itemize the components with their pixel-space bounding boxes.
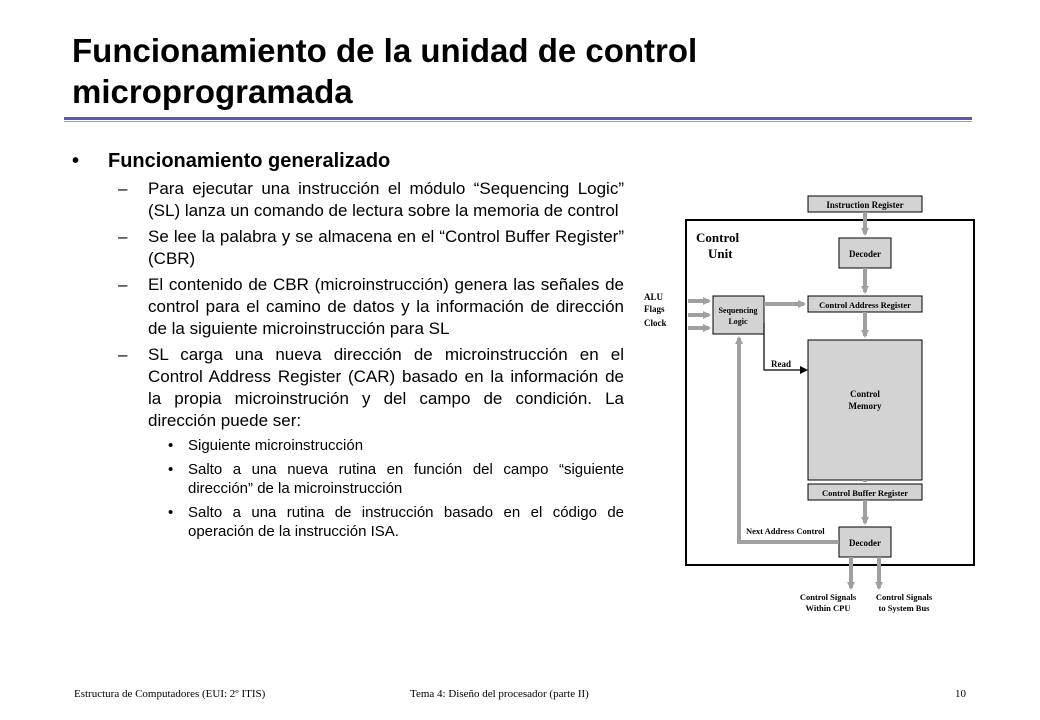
read-label: Read bbox=[771, 359, 791, 369]
bullet-subitem-text: Salto a una rutina de instrucción basado en el código de operación de la instrucción ISA. bbox=[188, 504, 624, 540]
next-address-control-label: Next Address Control bbox=[746, 526, 825, 536]
control-unit-label: Unit bbox=[708, 246, 733, 261]
output-bus-label: Control Signals bbox=[875, 592, 933, 602]
bullet-list bbox=[72, 148, 624, 546]
bullet-item-text: Se lee la palabra y se almacena en el “Control Buffer Register” (CBR) bbox=[148, 227, 624, 268]
input-clock-label: Clock bbox=[644, 318, 667, 328]
input-flags-label: Flags bbox=[644, 304, 665, 314]
output-bus-label: to System Bus bbox=[878, 603, 930, 613]
bullet-item bbox=[72, 226, 624, 270]
bullet-item-text: SL carga una nueva dirección de microinstrucción en el Control Address Register (CAR) basado en la información de la propia microinstrución y del campo de condición. La dirección puede ser: bbox=[148, 345, 624, 430]
bullet-item bbox=[72, 344, 624, 432]
bullet-main bbox=[72, 148, 624, 174]
control-unit-label: Control bbox=[696, 230, 740, 245]
control-memory-label: Memory bbox=[848, 401, 882, 411]
sequencing-logic-label: Logic bbox=[728, 317, 748, 326]
control-unit-diagram bbox=[638, 190, 978, 630]
bullet-item-text: El contenido de CBR (microinstrucción) genera las señales de control para el camino de datos y la información de dirección de la siguiente microinstrucción para SL bbox=[148, 275, 624, 338]
bullet-subitem-text: Siguiente microinstrucción bbox=[188, 437, 364, 454]
footer-page-number: 10 bbox=[955, 688, 966, 700]
bullet-dash: – bbox=[118, 275, 128, 294]
output-cpu-label: Within CPU bbox=[805, 603, 851, 613]
bullet-subitem bbox=[72, 460, 624, 498]
bullet-item bbox=[72, 178, 624, 222]
bullet-dash: – bbox=[118, 179, 128, 198]
bullet-dot: • bbox=[72, 150, 80, 172]
bullet-item-text: Para ejecutar una instrucción el módulo “Sequencing Logic” (SL) lanza un comando de lectura sobre la memoria de control bbox=[148, 179, 624, 220]
bullet-item bbox=[72, 274, 624, 340]
bullet-dash: – bbox=[118, 345, 128, 364]
bullet-dash: – bbox=[118, 227, 128, 246]
decoder-bottom-label: Decoder bbox=[849, 538, 881, 548]
bullet-dot: • bbox=[168, 437, 174, 454]
sequencing-logic-label: Sequencing bbox=[718, 306, 758, 315]
control-buffer-register-label: Control Buffer Register bbox=[821, 488, 909, 498]
bullet-subitem bbox=[72, 503, 624, 541]
input-alu-label: ALU bbox=[644, 292, 664, 302]
instruction-register-label: Instruction Register bbox=[826, 200, 904, 210]
output-cpu-label: Control Signals bbox=[799, 592, 857, 602]
sequencing-logic bbox=[713, 296, 764, 334]
title-underline bbox=[64, 117, 972, 120]
footer-topic: Tema 4: Diseño del procesador (parte II) bbox=[410, 688, 589, 700]
slide-title: Funcionamiento de la unidad de control microprogramada bbox=[72, 32, 698, 110]
bullet-dot: • bbox=[168, 461, 174, 478]
control-address-register-label: Control Address Register bbox=[819, 300, 911, 310]
bullet-dot: • bbox=[168, 504, 174, 521]
bullet-subitem bbox=[72, 436, 624, 455]
bullet-subitem-text: Salto a una nueva rutina en función del campo “siguiente dirección” de la microinstrucción bbox=[188, 461, 624, 497]
control-memory-label: Control bbox=[850, 389, 880, 399]
footer-course: Estructura de Computadores (EUI: 2º ITIS) bbox=[74, 688, 266, 700]
decoder-top-label: Decoder bbox=[849, 249, 881, 259]
bullet-main-text: Funcionamiento generalizado bbox=[108, 150, 391, 172]
title-underline-thin bbox=[64, 121, 972, 122]
